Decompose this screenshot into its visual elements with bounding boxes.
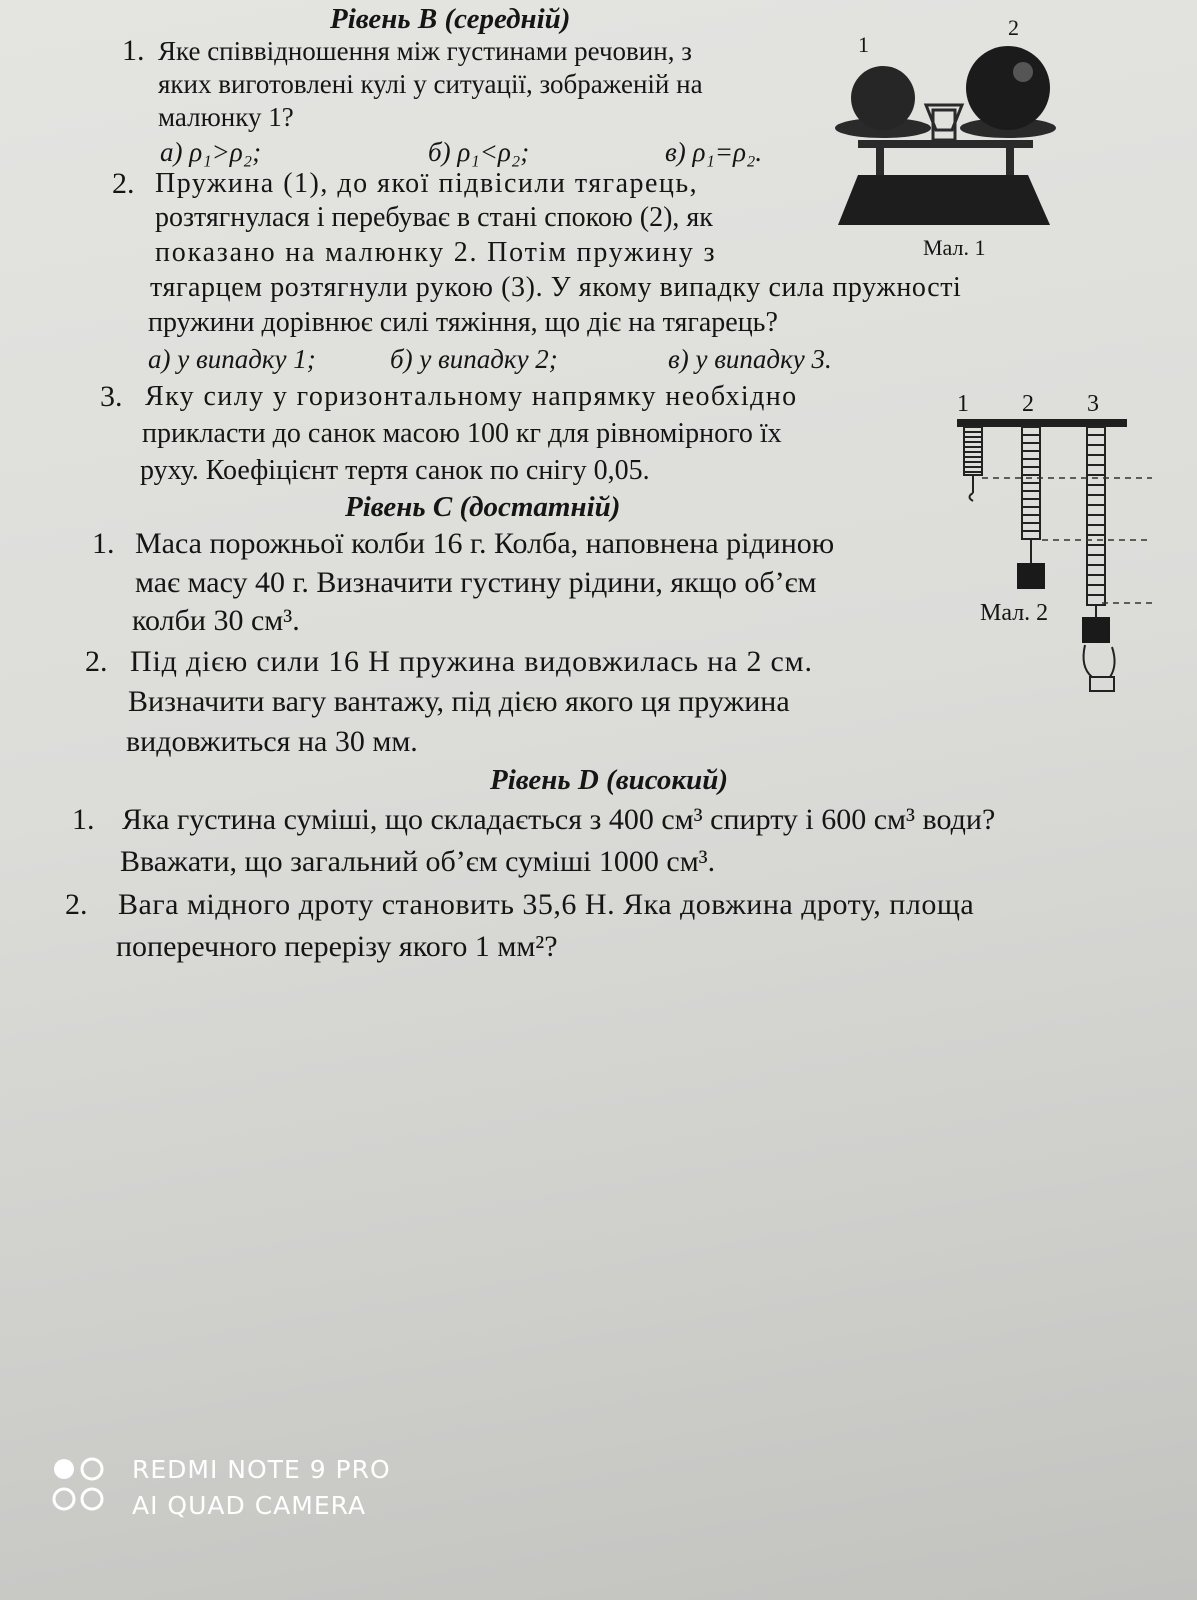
- d-q1-line-2: Вважати, що загальний об’єм суміші 1000 см³.: [120, 845, 716, 878]
- b-q1-line-3: малюнку 1?: [158, 102, 294, 132]
- c-q2-line-3: видовжиться на 30 мм.: [126, 725, 418, 758]
- watermark-model: REDMI NOTE 9 PRO: [132, 1455, 391, 1484]
- d-q1-line-1: Яка густина суміші, що складається з 400 см³ спирту і 600 см³ води?: [122, 803, 996, 836]
- ceiling-bar: [957, 419, 1127, 427]
- level-d-heading: Рівень D (високий): [490, 764, 729, 796]
- level-c-heading: Рівень С (достатній): [345, 491, 621, 523]
- ball-1: [851, 66, 915, 130]
- c-q2-line-1: Під дією сили 16 Н пружина видовжилась на 2 см.: [130, 645, 813, 678]
- ball-1-label: 1: [858, 32, 869, 57]
- b-q1-line-1: Яке співвідношення між густинами речовин, з: [158, 36, 692, 66]
- b-q3-number: 3.: [100, 380, 123, 413]
- b-q1-option-b: б) ρ₁<ρ₂;: [428, 137, 530, 167]
- b-q2-line-4: тягарцем розтягнули рукою (3). У якому випадку сила пружності: [150, 272, 962, 303]
- level-b-heading: Рівень В (середній): [330, 3, 571, 35]
- b-q2-line-2: розтягнулася і перебуває в стані спокою (2), як: [155, 202, 713, 233]
- c-q1-line-1: Маса порожньої колби 16 г. Колба, наповнена рідиною: [135, 527, 835, 560]
- c-q1-line-2: має масу 40 г. Визначити густину рідини, якщо об’єм: [135, 566, 817, 599]
- b-q2-number: 2.: [112, 167, 135, 200]
- c-q2-line-2: Визначити вагу вантажу, під дією якого ця пружина: [128, 685, 790, 718]
- spring-1-label: 1: [957, 391, 969, 417]
- b-q3-line-3: руху. Коефіцієнт тертя санок по снігу 0,05.: [140, 455, 650, 486]
- b-q2-option-a: а) у випадку 1;: [148, 344, 316, 374]
- c-q2-number: 2.: [85, 645, 108, 678]
- d-q2-line-2: поперечного перерізу якого 1 мм²?: [116, 930, 558, 963]
- b-q1-option-a: а) ρ₁>ρ₂;: [160, 137, 262, 167]
- weight-2: [1017, 563, 1045, 589]
- figure-2-springs-illustration: [952, 385, 1177, 715]
- d-q1-number: 1.: [72, 803, 95, 836]
- camera-logo-icon: [52, 1455, 108, 1515]
- b-q2-line-3: показано на малюнку 2. Потім пружину з: [155, 237, 717, 268]
- watermark-camera: AI QUAD CAMERA: [132, 1491, 367, 1520]
- figure-1-balance-illustration: [828, 10, 1058, 260]
- b-q2-option-c: в) у випадку 3.: [668, 344, 832, 374]
- b-q1-option-c: в) ρ₁=ρ₂.: [665, 137, 763, 167]
- b-q2-line-5: пружини дорівнює силі тяжіння, що діє на тягарець?: [148, 307, 778, 338]
- ball-2-label: 2: [1008, 15, 1019, 40]
- weight-3: [1082, 617, 1110, 643]
- b-q3-line-1: Яку силу у горизонтальному напрямку необхідно: [145, 381, 798, 412]
- spring-3-label: 3: [1087, 391, 1099, 417]
- hand-icon: [1084, 645, 1115, 677]
- figure-2-caption: Мал. 2: [980, 600, 1049, 626]
- c-q1-number: 1.: [92, 527, 115, 560]
- ball-2: [966, 46, 1050, 130]
- c-q1-line-3: колби 30 см³.: [132, 604, 300, 637]
- d-q2-line-1: Вага мідного дроту становить 35,6 Н. Яка довжина дроту, площа: [118, 888, 975, 921]
- scale-base: [838, 175, 1050, 225]
- d-q2-number: 2.: [65, 888, 88, 921]
- b-q2-option-b: б) у випадку 2;: [390, 344, 558, 374]
- b-q3-line-2: прикласти до санок масою 100 кг для рівномірного їх: [142, 418, 782, 449]
- b-q2-line-1: Пружина (1), до якої підвісили тягарець,: [155, 168, 699, 199]
- spring-2-label: 2: [1022, 391, 1034, 417]
- b-q1-number: 1.: [122, 34, 145, 67]
- figure-1-caption: Мал. 1: [923, 235, 986, 260]
- b-q1-line-2: яких виготовлені кулі у ситуації, зображеній на: [158, 69, 703, 99]
